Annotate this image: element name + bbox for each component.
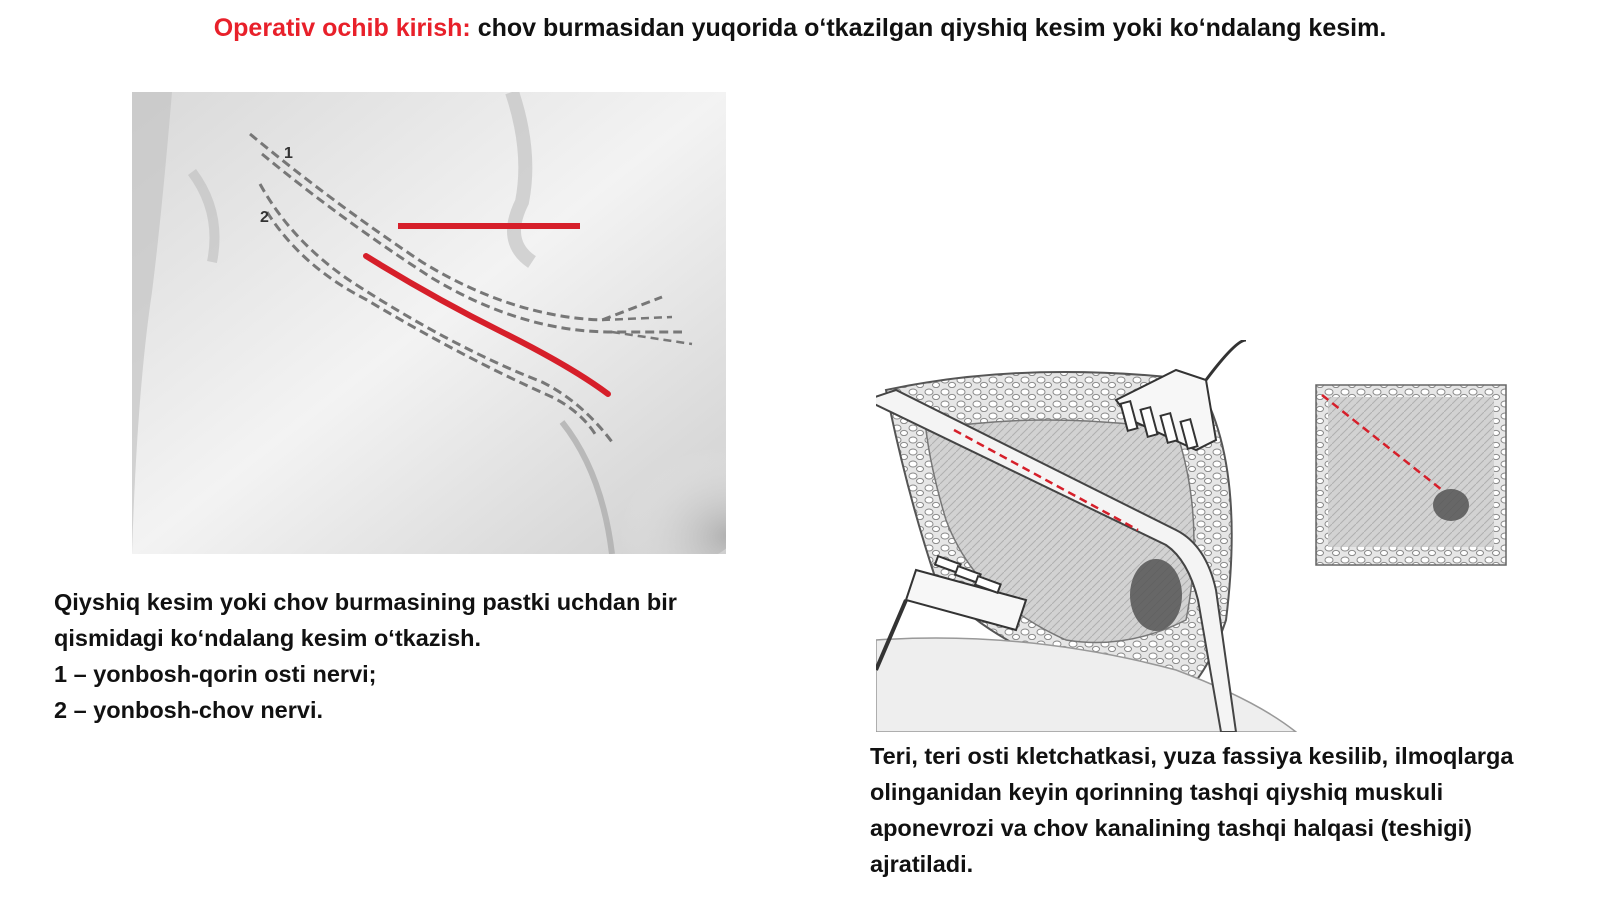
inguinal-incision-figure (132, 92, 726, 554)
left-caption-line: 2 – yonbosh-chov nervi. (54, 697, 324, 723)
title-accent: Operativ ochib kirish: (213, 14, 471, 42)
right-caption-line: aponevrozi va chov kanalining tashqi halqasi (teshigi) (870, 815, 1472, 841)
left-caption-line: 1 – yonbosh-qorin osti nervi; (54, 661, 377, 687)
right-figure-caption (870, 738, 1590, 882)
operative-field-figure (876, 340, 1526, 732)
left-figure-caption (54, 584, 794, 728)
page-title (0, 14, 1600, 43)
right-caption-line: Teri, teri osti kletchatkasi, yuza fassiya kesilib, ilmoqlarga (870, 743, 1514, 769)
spermatic-cord (1130, 559, 1182, 631)
nerve-label-1: 1 (284, 145, 293, 162)
left-caption-line: qismidagi ko‘ndalang kesim o‘tkazish. (54, 625, 482, 651)
right-caption-line: ajratiladi. (870, 851, 974, 877)
title-rest: chov burmasidan yuqorida o‘tkazilgan qiyshiq kesim yoki ko‘ndalang kesim. (477, 14, 1387, 42)
inset-external-ring (1433, 489, 1469, 521)
left-caption-line: Qiyshiq kesim yoki chov burmasining pastki uchdan bir (54, 589, 677, 615)
right-caption-line: olinganidan keyin qorinning tashqi qiyshiq muskuli (870, 779, 1444, 805)
nerve-label-2: 2 (260, 209, 269, 226)
